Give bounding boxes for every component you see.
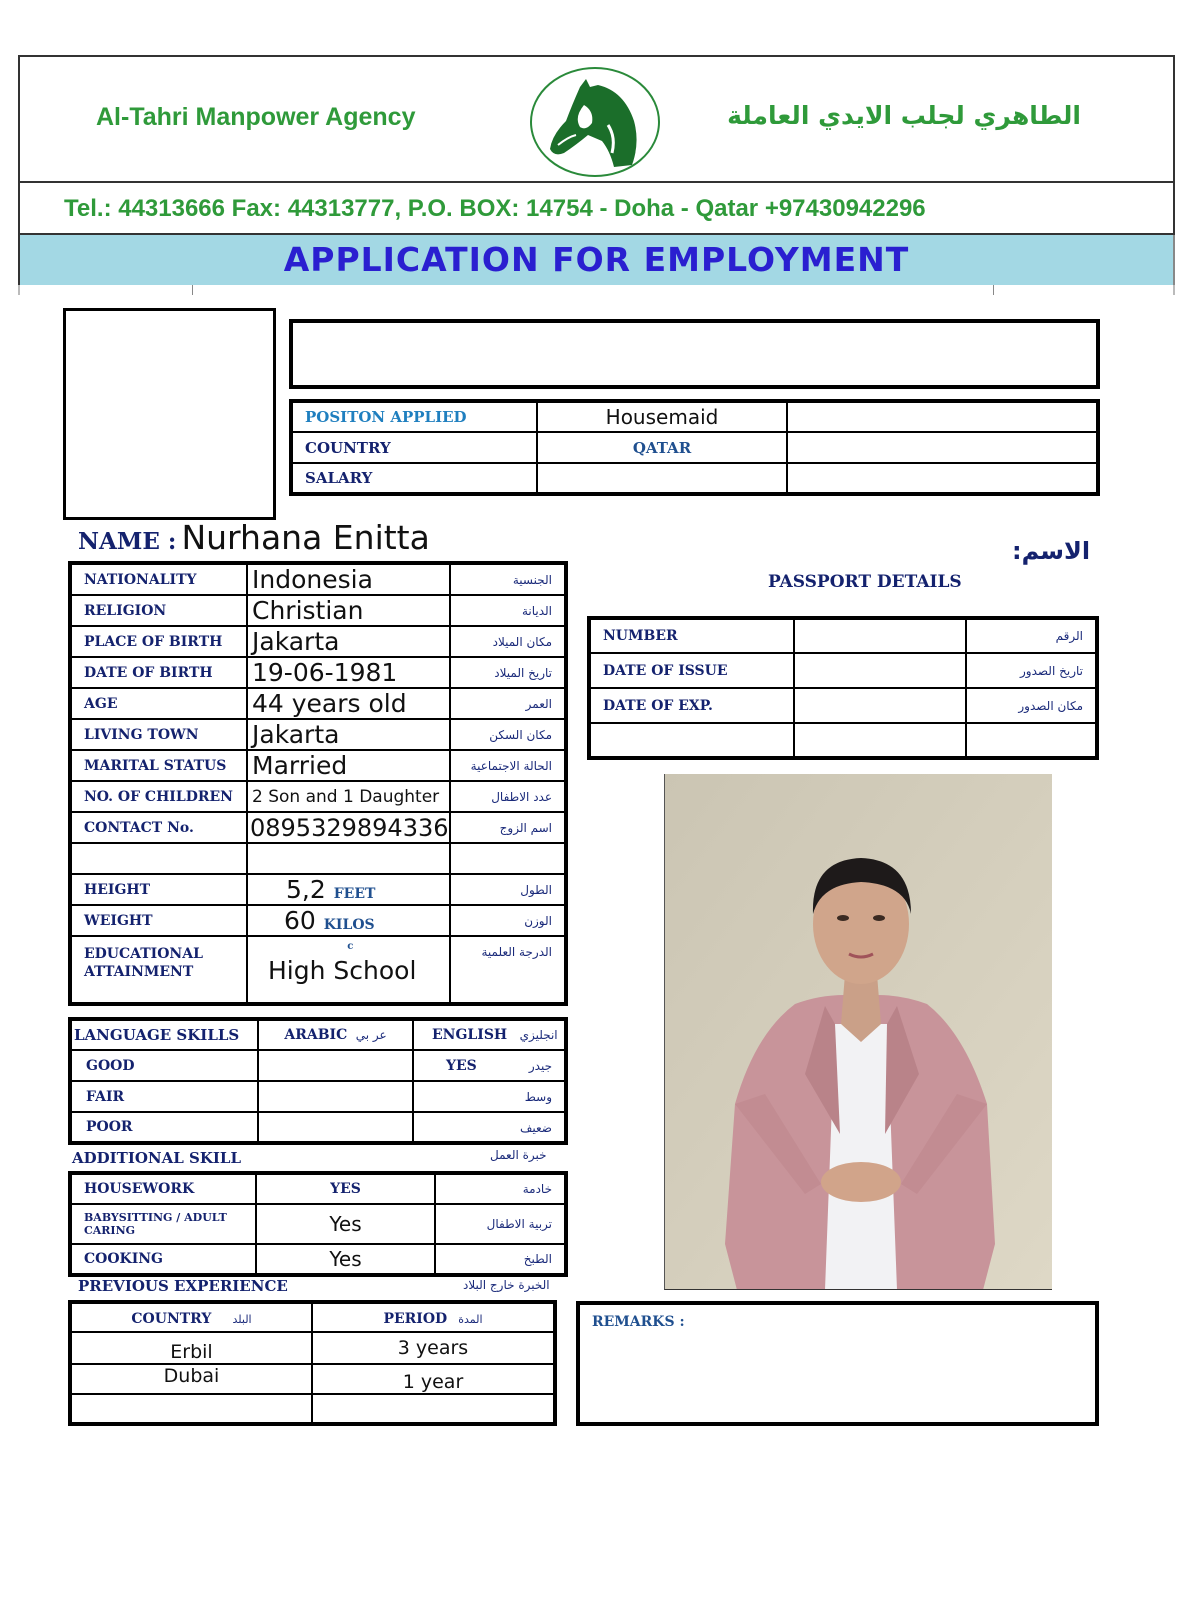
education-value: High School <box>268 956 417 985</box>
table-row <box>70 1332 555 1364</box>
children-label-ar: عدد الاطفال <box>450 781 566 812</box>
table-row <box>70 563 566 595</box>
housework-label-ar: خادمة <box>435 1173 566 1204</box>
babysitting-label: BABYSITTING / ADULT CARING <box>70 1204 256 1244</box>
passport-number-value <box>794 618 966 653</box>
nationality-value: Indonesia <box>247 563 450 595</box>
position-applied-label: POSITON APPLIED <box>291 401 537 432</box>
date-of-issue-label-ar: تاريخ الصدور <box>966 653 1097 688</box>
table-row <box>589 688 1097 723</box>
experience-country: Dubai <box>70 1364 312 1394</box>
empty-cell <box>70 843 247 874</box>
table-row <box>70 1050 566 1081</box>
table-row <box>70 1244 566 1275</box>
position-applied-extra <box>787 401 1098 432</box>
babysitting-value: Yes <box>256 1204 435 1244</box>
children-label: NO. OF CHILDREN <box>70 781 247 812</box>
table-row <box>589 653 1097 688</box>
table-row <box>70 1173 566 1204</box>
empty-cell <box>589 723 794 758</box>
age-value: 44 years old <box>247 688 450 719</box>
empty-cell <box>966 723 1097 758</box>
education-label-ar: الدرجة العلمية <box>450 936 566 1004</box>
additional-skill-title-ar: خبرة العمل <box>490 1148 547 1162</box>
cooking-value: Yes <box>256 1244 435 1275</box>
applicant-photo <box>664 774 1052 1290</box>
table-row <box>70 657 566 688</box>
housework-value: YES <box>256 1173 435 1204</box>
table-row <box>70 936 566 1004</box>
country-label: COUNTRY <box>291 432 537 463</box>
empty-cell <box>450 843 566 874</box>
children-value: 2 Son and 1 Daughter <box>247 781 450 812</box>
fair-label-ar: وسط <box>524 1090 552 1104</box>
experience-period: 1 year <box>312 1364 555 1394</box>
additional-skill-title: ADDITIONAL SKILL <box>72 1149 242 1167</box>
table-row <box>70 1364 555 1394</box>
salary-label: SALARY <box>291 463 537 494</box>
marital-status-value: Married <box>247 750 450 781</box>
agency-name-ar: الطاهري لجلب الايدي العاملة <box>727 101 1081 130</box>
housework-label: HOUSEWORK <box>70 1173 256 1204</box>
table-row <box>70 1394 555 1424</box>
passport-number-label: NUMBER <box>589 618 794 653</box>
date-of-exp-label-ar: مكان الصدور <box>966 688 1097 723</box>
previous-experience-title-ar: الخبرة خارج البلاد <box>463 1278 550 1292</box>
education-label-line1: EDUCATIONAL <box>84 946 203 962</box>
col-period-label-ar: المدة <box>458 1313 483 1326</box>
nationality-label: NATIONALITY <box>70 563 247 595</box>
passport-table <box>587 616 1099 760</box>
marital-status-label: MARITAL STATUS <box>70 750 247 781</box>
horse-head-icon <box>528 65 662 179</box>
table-row <box>291 463 1098 494</box>
position-table <box>289 399 1100 496</box>
table-header-row <box>70 1019 566 1050</box>
table-row <box>70 905 566 936</box>
place-of-birth-label: PLACE OF BIRTH <box>70 626 247 657</box>
nationality-label-ar: الجنسية <box>450 563 566 595</box>
height-label-ar: الطول <box>450 874 566 905</box>
agency-name-en: Al-Tahri Manpower Agency <box>96 103 416 131</box>
religion-label-ar: الديانة <box>450 595 566 626</box>
contact-line: Tel.: 44313666 Fax: 44313777, P.O. BOX: 14754 - Doha - Qatar +97430942296 <box>18 181 1175 235</box>
english-label: ENGLISH <box>432 1027 508 1043</box>
table-row <box>70 750 566 781</box>
good-english-value: YES <box>446 1057 477 1074</box>
name-row <box>78 518 430 557</box>
date-of-issue-label: DATE OF ISSUE <box>589 653 794 688</box>
country-extra <box>787 432 1098 463</box>
photo-placeholder-box <box>63 308 276 520</box>
fair-arabic-value <box>258 1081 413 1112</box>
applicant-portrait-icon <box>665 774 1052 1290</box>
table-row <box>70 1081 566 1112</box>
language-skills-label: LANGUAGE SKILLS <box>70 1019 258 1050</box>
date-of-exp-label: DATE OF EXP. <box>589 688 794 723</box>
english-label-ar: انجليزي <box>519 1028 558 1042</box>
date-of-issue-value <box>794 653 966 688</box>
education-mark: c <box>347 941 354 952</box>
personal-details-table <box>68 561 568 1006</box>
height-value: 5,2 <box>286 875 326 904</box>
table-row <box>70 688 566 719</box>
table-row <box>70 781 566 812</box>
experience-period <box>312 1394 555 1424</box>
faded-row <box>18 285 1175 295</box>
experience-country <box>70 1394 312 1424</box>
place-of-birth-value: Jakarta <box>247 626 450 657</box>
form-title: APPLICATION FOR EMPLOYMENT <box>18 235 1175 285</box>
name-label-ar: الاسم: <box>1012 537 1091 565</box>
good-arabic-value <box>258 1050 413 1081</box>
experience-country: Erbil <box>70 1332 312 1364</box>
education-label-line2: ATTAINMENT <box>84 964 194 980</box>
remarks-box <box>576 1301 1099 1426</box>
letterhead <box>18 55 1175 293</box>
weight-unit: KILOS <box>323 917 375 933</box>
table-row-empty <box>70 843 566 874</box>
contact-label: CONTACT No. <box>70 812 247 843</box>
letterhead-top <box>18 55 1175 183</box>
religion-value: Christian <box>247 595 450 626</box>
table-row <box>70 1112 566 1143</box>
date-of-birth-label-ar: تاريخ الميلاد <box>450 657 566 688</box>
good-label-ar: جيدر <box>528 1059 552 1073</box>
weight-label: WEIGHT <box>70 905 247 936</box>
language-skills-table <box>68 1017 568 1145</box>
poor-label: POOR <box>70 1112 258 1143</box>
contact-value: 0895329894336 <box>247 812 450 843</box>
table-row <box>70 595 566 626</box>
place-of-birth-label-ar: مكان الميلاد <box>450 626 566 657</box>
height-unit: FEET <box>333 886 376 902</box>
previous-experience-table <box>68 1300 557 1426</box>
date-of-birth-value: 19-06-1981 <box>247 657 450 688</box>
arabic-label: ARABIC <box>284 1027 348 1043</box>
religion-label: RELIGION <box>70 595 247 626</box>
table-row <box>70 626 566 657</box>
empty-cell <box>247 843 450 874</box>
poor-arabic-value <box>258 1112 413 1143</box>
table-row-empty <box>589 723 1097 758</box>
table-header-row <box>70 1302 555 1332</box>
table-row <box>70 1204 566 1244</box>
good-label: GOOD <box>70 1050 258 1081</box>
name-label: NAME : <box>78 528 177 555</box>
country-value: QATAR <box>537 432 787 463</box>
previous-experience-title: PREVIOUS EXPERIENCE <box>78 1277 288 1295</box>
col-period-label: PERIOD <box>383 1311 448 1327</box>
marital-status-label-ar: الحالة الاجتماعية <box>450 750 566 781</box>
date-of-birth-label: DATE OF BIRTH <box>70 657 247 688</box>
salary-extra <box>787 463 1098 494</box>
cooking-label-ar: الطبخ <box>435 1244 566 1275</box>
age-label: AGE <box>70 688 247 719</box>
cooking-label: COOKING <box>70 1244 256 1275</box>
experience-period: 3 years <box>312 1332 555 1364</box>
date-of-exp-value <box>794 688 966 723</box>
table-row <box>70 812 566 843</box>
table-row <box>70 874 566 905</box>
age-label-ar: العمر <box>450 688 566 719</box>
name-value: Nurhana Enitta <box>181 518 430 557</box>
living-town-label: LIVING TOWN <box>70 719 247 750</box>
living-town-label-ar: مكان السكن <box>450 719 566 750</box>
salary-value <box>537 463 787 494</box>
empty-cell <box>794 723 966 758</box>
blank-field-box <box>289 319 1100 389</box>
table-row <box>291 401 1098 432</box>
babysitting-label-ar: تربية الاطفال <box>435 1204 566 1244</box>
additional-skills-table <box>68 1171 568 1277</box>
contact-label-ar: اسم الزوج <box>450 812 566 843</box>
table-row <box>291 432 1098 463</box>
position-applied-value: Housemaid <box>537 401 787 432</box>
living-town-value: Jakarta <box>247 719 450 750</box>
col-country-label: COUNTRY <box>131 1311 212 1327</box>
poor-label-ar: ضعيف <box>519 1121 552 1135</box>
table-row <box>70 719 566 750</box>
weight-value: 60 <box>284 906 316 935</box>
arabic-label-ar: عر بي <box>355 1028 387 1042</box>
table-row <box>589 618 1097 653</box>
col-country-label-ar: البلد <box>232 1313 252 1326</box>
passport-details-title: PASSPORT DETAILS <box>768 572 962 592</box>
fair-label: FAIR <box>70 1081 258 1112</box>
remarks-label: REMARKS : <box>592 1314 685 1330</box>
passport-number-label-ar: الرقم <box>966 618 1097 653</box>
height-label: HEIGHT <box>70 874 247 905</box>
weight-label-ar: الوزن <box>450 905 566 936</box>
